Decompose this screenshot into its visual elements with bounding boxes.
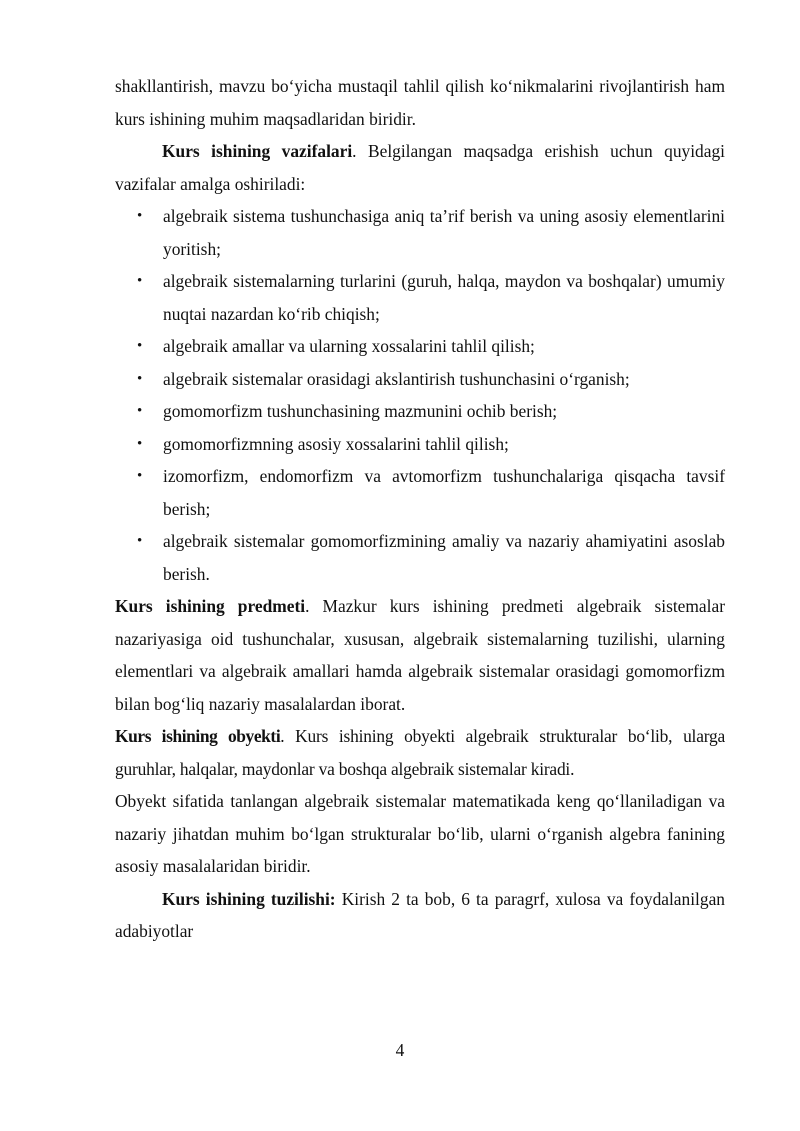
bullet-icon: • — [137, 273, 143, 289]
list-item-text: algebraik sistema tushunchasiga aniq ta’rif berish va uning asosiy elementlarini yoritish; — [163, 206, 725, 259]
list-item-text: izomorfizm, endomorfizm va avtomorfizm tushunchalariga qisqacha tavsif berish; — [163, 466, 725, 519]
bullet-icon: • — [137, 435, 143, 452]
list-item-text: algebraik amallar va ularning xossalarini tahlil qilish; — [163, 336, 535, 356]
page-number: 4 — [395, 1040, 405, 1060]
structure-paragraph — [115, 883, 725, 948]
object-text: . Kurs ishining obyekti algebraik strukturalar bo‘lib, ularga guruhlar, halqalar, maydonlar va boshqa algebraik sistemalar kiradi. — [115, 726, 725, 779]
bullet-icon: • — [137, 533, 143, 549]
bullet-icon: • — [137, 338, 143, 354]
list-item-text: algebraik sistemalar orasidagi akslantirish tushunchasini o‘rganish; — [163, 368, 630, 389]
bullet-icon: • — [137, 208, 143, 224]
list-item — [115, 460, 725, 525]
bullet-icon: • — [137, 403, 143, 419]
list-item — [115, 265, 725, 330]
list-item — [115, 395, 725, 428]
bullet-icon: • — [137, 370, 143, 387]
list-item-text: gomomorfizm tushunchasining mazmunini ochib berish; — [163, 401, 558, 421]
list-item — [115, 330, 725, 363]
tasks-list — [115, 200, 725, 590]
list-item-text: algebraik sistemalar gomomorfizmining amaliy va nazariy ahamiyatini asoslab berish. — [163, 531, 725, 584]
object-detail-paragraph: Obyekt sifatida tanlangan algebraik sistemalar matematikada keng qo‘llaniladigan va nazariy jihatdan muhim bo‘lgan strukturalar bo‘lib, ularni o‘rganish algebra fanining asosiy masalalaridan biridir. — [115, 791, 725, 876]
structure-text: Kirish 2 ta bob, 6 ta paragrf, xulosa va foydalanilgan adabiyotlar — [115, 888, 725, 941]
list-item-text: algebraik sistemalarning turlarini (guruh, halqa, maydon va boshqalar) umumiy nuqtai nazardan ko‘rib chiqish; — [163, 271, 725, 324]
list-item-text: gomomorfizmning asosiy xossalarini tahlil qilish; — [163, 433, 509, 454]
object-heading: Kurs ishining obyekti — [115, 726, 281, 746]
page-body — [115, 70, 725, 948]
object-paragraph — [115, 720, 725, 785]
list-item — [115, 363, 725, 396]
structure-heading: Kurs ishining tuzilishi: — [162, 888, 336, 909]
tasks-heading: Kurs ishining vazifalari — [162, 141, 353, 161]
subject-text: . Mazkur kurs ishining predmeti algebraik sistemalar nazariyasiga oid tushunchalar, xususan, algebraik sistemalarning tuzilishi, ularning elementlari va algebraik amallari hamda algebraik sistemalar orasidagi gomomorfizm bilan bog‘liq nazariy masalalardan iborat. — [115, 596, 725, 714]
subject-heading: Kurs ishining predmeti — [115, 596, 306, 616]
list-item — [115, 525, 725, 590]
list-item — [115, 200, 725, 265]
bullet-icon: • — [137, 468, 143, 484]
tasks-paragraph — [115, 135, 725, 200]
tasks-intro-text: . Belgilangan maqsadga erishish uchun quyidagi vazifalar amalga oshiriladi: — [115, 141, 725, 194]
subject-paragraph — [115, 590, 725, 720]
intro-paragraph: shakllantirish, mavzu bo‘yicha mustaqil tahlil qilish ko‘nikmalarini rivojlantirish ham kurs ishining muhim maqsadlaridan biridir. — [115, 76, 725, 129]
list-item — [115, 428, 725, 461]
